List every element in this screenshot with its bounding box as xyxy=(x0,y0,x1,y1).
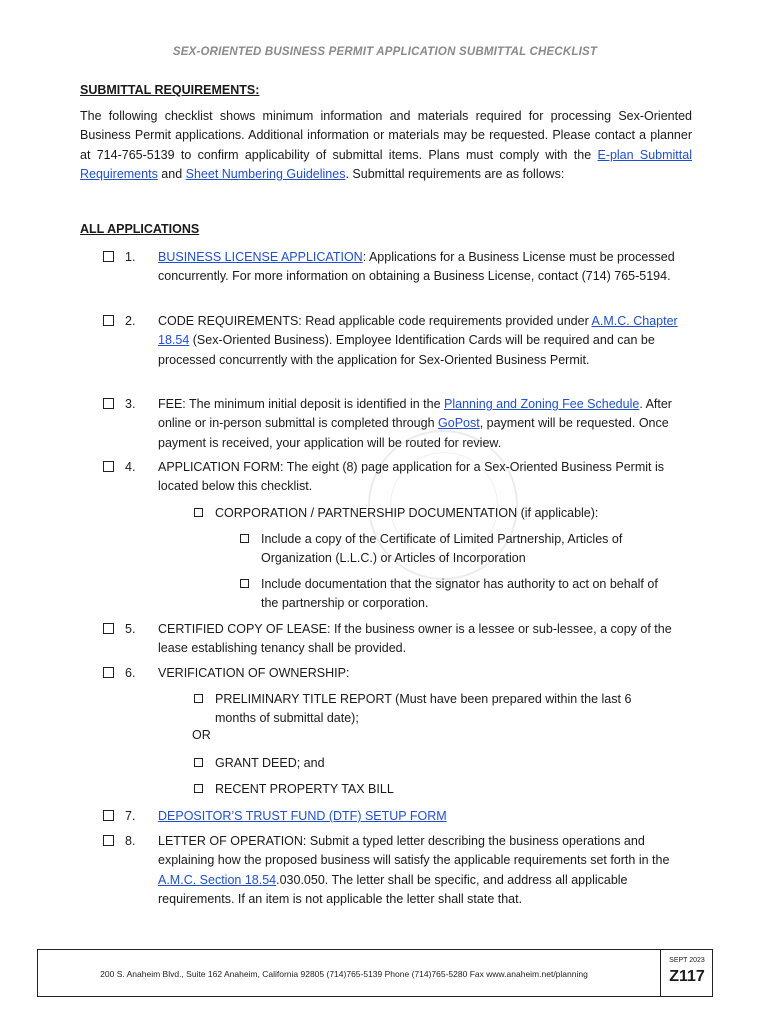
eplan-requirements-link[interactable]: E-plan Submittal Requirements xyxy=(80,147,692,181)
amc-section-link[interactable]: A.M.C. Section 18.54 xyxy=(158,872,277,887)
item-8-text-after: .030.050. The letter shall be specific, and address all applicable requirements. If an item is not applicable the letter shall state that. xyxy=(158,872,628,906)
form-date: SEPT 2023 xyxy=(669,957,705,964)
checkbox[interactable] xyxy=(240,534,249,543)
item-text xyxy=(158,395,693,453)
all-applications-heading: ALL APPLICATIONS xyxy=(80,222,200,236)
item-text: CERTIFIED COPY OF LEASE: If the business owner is a lessee or sub-lessee, a copy of the lease establishing tenancy shall be provided. xyxy=(158,622,672,656)
sheet-numbering-link[interactable]: Sheet Numbering Guidelines xyxy=(185,166,346,181)
item-text xyxy=(158,807,693,826)
or-label: OR xyxy=(192,728,211,742)
item-2-text-before: CODE REQUIREMENTS: Read applicable code requirements provided under xyxy=(158,314,592,328)
item-3-text-mid: . After online or in-person submittal is completed through xyxy=(158,397,672,431)
item-number: 2. xyxy=(125,314,136,328)
item-1-text: : Applications for a Business License must be processed concurrently. For more information on obtaining a Business License, contact (714) 765-5194. xyxy=(158,250,675,284)
gopost-link[interactable]: GoPost xyxy=(438,416,480,431)
item-8-text-before: LETTER OF OPERATION: Submit a typed letter describing the business operations and explaining how the proposed business will satisfy the applicable requirements set forth in the xyxy=(158,834,670,868)
submittal-requirements-heading: SUBMITTAL REQUIREMENTS: xyxy=(80,83,260,97)
footer-address: 200 S. Anaheim Blvd., Suite 162 Anaheim, California 92805 (714)765-5139 Phone (714)765-5280 Fax www.anaheim.net/planning xyxy=(100,969,588,979)
checkbox[interactable] xyxy=(103,461,114,472)
item-number: 7. xyxy=(125,809,136,823)
intro-text-and: and xyxy=(157,166,186,181)
item-text: VERIFICATION OF OWNERSHIP: xyxy=(158,666,350,680)
document-title: SEX-ORIENTED BUSINESS PERMIT APPLICATION SUBMITTAL CHECKLIST xyxy=(172,46,598,58)
page-footer xyxy=(37,949,713,997)
checkbox[interactable] xyxy=(103,835,114,846)
business-license-link[interactable]: BUSINESS LICENSE APPLICATION xyxy=(158,250,363,264)
sub-item-text: Include documentation that the signator has authority to act on behalf of the partnership or corporation. xyxy=(261,577,658,611)
sub-item-text: RECENT PROPERTY TAX BILL xyxy=(215,782,394,796)
checkbox[interactable] xyxy=(103,251,114,262)
checkbox[interactable] xyxy=(103,315,114,326)
form-code: Z117 xyxy=(669,968,705,985)
dtf-setup-form-link[interactable]: DEPOSITOR’S TRUST FUND (DTF) SETUP FORM xyxy=(158,809,447,823)
item-number: 8. xyxy=(125,834,136,848)
footer-divider xyxy=(660,950,661,996)
intro-paragraph xyxy=(80,107,692,184)
sub-item-text: Include a copy of the Certificate of Limited Partnership, Articles of Organization (L.L.C.) or Articles of Incorporation xyxy=(261,532,623,566)
item-2-text-after: (Sex-Oriented Business). Employee Identification Cards will be required and can be processed concurrently with the application for Sex-Oriented Business Permit. xyxy=(158,333,655,367)
checkbox[interactable] xyxy=(103,810,114,821)
checkbox[interactable] xyxy=(240,579,249,588)
item-number: 4. xyxy=(125,460,136,474)
intro-text-2: . Submittal requirements are as follows: xyxy=(345,166,565,181)
checkbox[interactable] xyxy=(103,398,114,409)
checkbox[interactable] xyxy=(103,623,114,634)
item-number: 6. xyxy=(125,666,136,680)
checkbox[interactable] xyxy=(194,508,203,517)
sub-item-text: PRELIMINARY TITLE REPORT (Must have been prepared within the last 6 months of submittal date); xyxy=(215,692,632,726)
item-text xyxy=(158,312,693,370)
item-number: 3. xyxy=(125,397,136,411)
amc-chapter-link[interactable]: A.M.C. Chapter 18.54 xyxy=(158,314,678,348)
checkbox[interactable] xyxy=(194,694,203,703)
checkbox[interactable] xyxy=(194,784,203,793)
item-text xyxy=(158,832,693,909)
item-number: 1. xyxy=(125,250,136,264)
item-number: 5. xyxy=(125,622,136,636)
sub-item-text: CORPORATION / PARTNERSHIP DOCUMENTATION (if applicable): xyxy=(215,506,599,520)
item-3-text-before: FEE: The minimum initial deposit is identified in the xyxy=(158,397,445,411)
item-text: APPLICATION FORM: The eight (8) page application for a Sex-Oriented Business Permit is located below this checklist. xyxy=(158,460,664,494)
checkbox[interactable] xyxy=(194,758,203,767)
sub-item-text: GRANT DEED; and xyxy=(215,756,325,770)
checkbox[interactable] xyxy=(103,667,114,678)
item-text xyxy=(158,248,693,287)
fee-schedule-link[interactable]: Planning and Zoning Fee Schedule xyxy=(444,397,640,411)
intro-text-1: The following checklist shows minimum information and materials required for processing Sex-Oriented Business Permit applications. Additional information or materials may be requested. Please contact a planner at 714-765-5139 to confirm applicability of submittal items. Plans must comply with the xyxy=(80,109,692,162)
item-3-text-after: , payment will be requested. Once payment is received, your application will be routed for review. xyxy=(158,416,669,450)
